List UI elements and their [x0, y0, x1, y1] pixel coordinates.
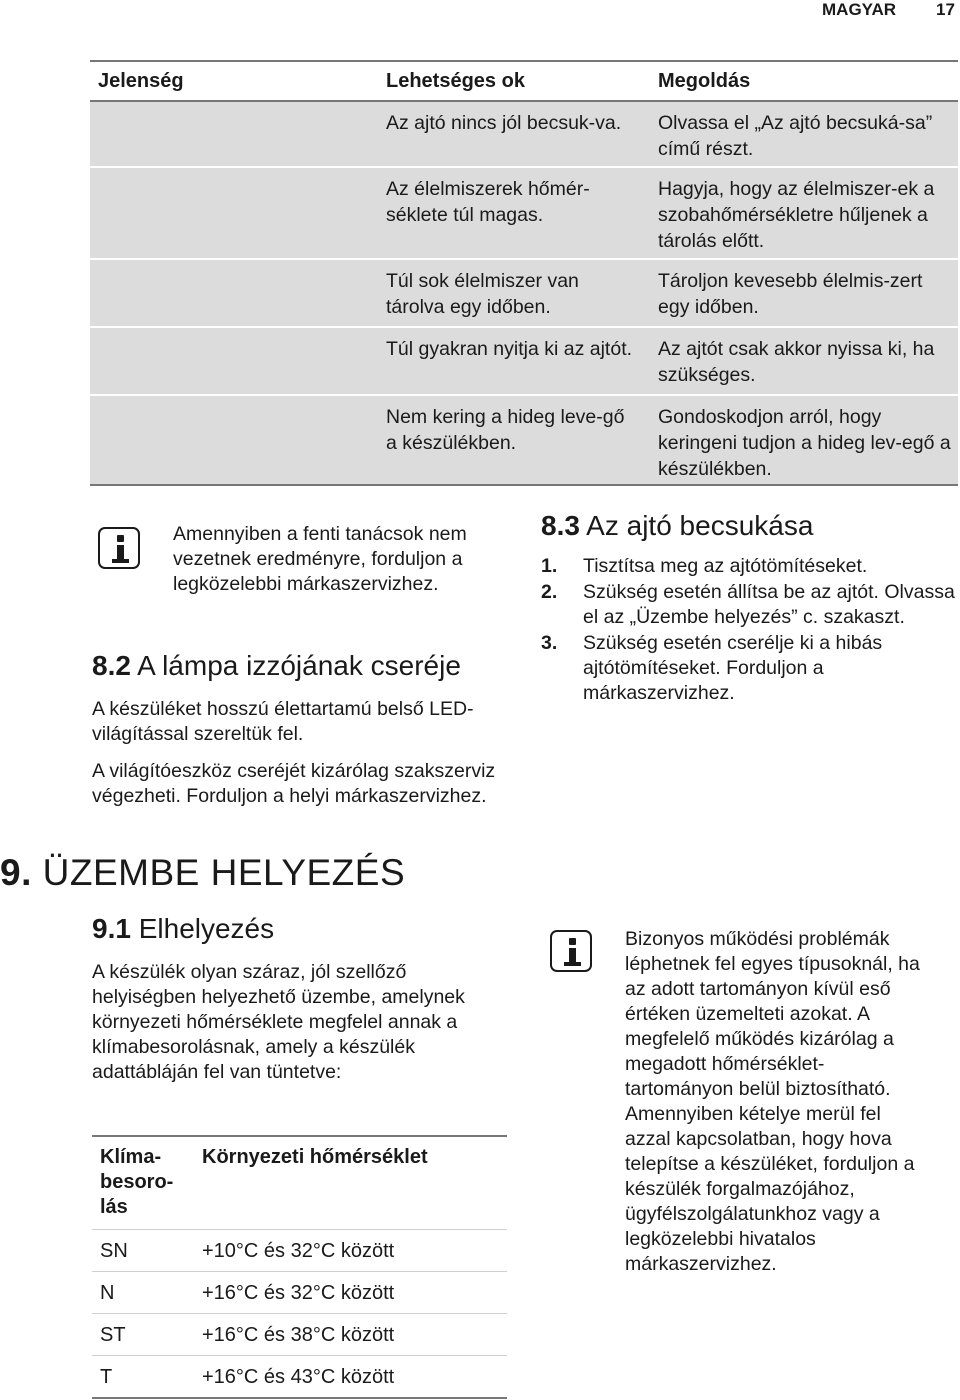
- table-row: [92, 1272, 507, 1314]
- list-item: [541, 554, 956, 579]
- step-number: 2.: [541, 581, 558, 603]
- table-row: [92, 1356, 507, 1399]
- step-number: 3.: [541, 632, 558, 654]
- climate-class-cell: T: [100, 1366, 113, 1388]
- chapter-number: 9.: [0, 852, 32, 893]
- column-header-class: Klíma-besoro-lás: [100, 1146, 174, 1218]
- section-number: 8.3: [541, 510, 580, 541]
- solution-cell: Hagyja, hogy az élelmiszer-ek a szobahőmérsékletre hűljenek a tárolás előtt.: [658, 178, 935, 252]
- solution-cell: Az ajtót csak akkor nyissa ki, ha szükséges.: [658, 338, 935, 386]
- cause-cell: Az élelmiszerek hőmér-séklete túl magas.: [386, 178, 590, 226]
- paragraph: A világítóeszköz cseréjét kizárólag szakszerviz végezheti. Forduljon a helyi márkaszervizhez.: [92, 760, 496, 807]
- chapter-title: ÜZEMBE HELYEZÉS: [42, 852, 406, 893]
- table-row: [90, 328, 958, 396]
- column-header-cause: Lehetséges ok: [386, 70, 525, 92]
- table-row: [92, 1314, 507, 1356]
- climate-class-cell: SN: [100, 1240, 128, 1262]
- page-number: 17: [936, 0, 955, 19]
- info-icon: [98, 527, 140, 569]
- step-text: Szükség esetén állítsa be az ajtót. Olvassa el az „Üzembe helyezés” c. szakaszt.: [583, 581, 955, 628]
- temperature-range-cell: +16°C és 38°C között: [202, 1324, 395, 1346]
- steps-list: [541, 554, 956, 707]
- paragraph: A készüléket hosszú élettartamú belső LED-világítással szereltük fel.: [92, 698, 474, 745]
- solution-cell: Tároljon kevesebb élelmis-zert egy időben.: [658, 270, 923, 318]
- section-title: Az ajtó becsukása: [586, 510, 814, 541]
- info-note: Amennyiben a fenti tanácsok nem vezetnek eredményre, forduljon a legközelebbi márkaszervizhez.: [173, 523, 467, 595]
- section-title: Elhelyezés: [138, 913, 275, 944]
- info-note: Bizonyos működési problémák léphetnek fel egyes típusoknál, ha az adott tartományon kívül eső értéken üzemelteti azokat. A megfelelő működés kizárólag a megadott hőmérséklet-tartományon belül biztosítható. Amennyiben kételye merül fel azzal kapcsolatban, hogy hova telepítse a készüléket, forduljon a készülék forgalmazójához, ügyfélszolgálatunkhoz vagy a legközelebbi hivatalos márkaszervizhez.: [625, 928, 920, 1275]
- paragraph: A készülék olyan száraz, jól szellőző helyiségben helyezhető üzembe, amelynek környezeti hőmérséklete megfelel annak a klímabesorolásnak, amely a készülék adattábláján fel van tüntetve:: [92, 961, 465, 1083]
- section-heading-8-3: [541, 510, 813, 542]
- temperature-range-cell: +16°C és 32°C között: [202, 1282, 395, 1304]
- list-item: [541, 631, 956, 706]
- solution-cell: Olvassa el „Az ajtó becsuká-sa” című részt.: [658, 112, 933, 160]
- temperature-range-cell: +16°C és 43°C között: [202, 1366, 395, 1388]
- table-row: [90, 168, 958, 260]
- table-row: [90, 260, 958, 328]
- table-row: [92, 1230, 507, 1272]
- chapter-heading-9: [0, 852, 405, 894]
- table-header: [92, 1137, 507, 1230]
- cause-cell: Túl gyakran nyitja ki az ajtót.: [386, 338, 633, 360]
- temperature-range-cell: +10°C és 32°C között: [202, 1240, 395, 1262]
- list-item: [541, 580, 956, 630]
- section-heading-8-2: [92, 650, 461, 682]
- section-number: 9.1: [92, 913, 131, 944]
- table-header: [90, 60, 958, 102]
- column-header-symptom: Jelenség: [98, 70, 184, 92]
- table-row: [90, 102, 958, 168]
- page-language: MAGYAR: [822, 0, 896, 19]
- section-heading-9-1: [92, 913, 274, 945]
- step-text: Szükség esetén cserélje ki a hibás ajtótömítéseket. Forduljon a márkaszervizhez.: [583, 632, 883, 704]
- cause-cell: Túl sok élelmiszer van tárolva egy időben.: [386, 270, 579, 318]
- info-icon: [550, 930, 592, 972]
- troubleshooting-table: [90, 60, 958, 486]
- cause-cell: Nem kering a hideg leve-gő a készülékben.: [386, 406, 625, 454]
- column-header-temperature: Környezeti hőmérséklet: [202, 1146, 428, 1168]
- climate-class-cell: N: [100, 1282, 115, 1304]
- climate-class-cell: ST: [100, 1324, 126, 1346]
- section-title: A lámpa izzójának cseréje: [137, 650, 461, 681]
- cause-cell: Az ajtó nincs jól becsuk-va.: [386, 112, 622, 134]
- table-row: [90, 396, 958, 486]
- section-number: 8.2: [92, 650, 131, 681]
- step-number: 1.: [541, 555, 558, 577]
- step-text: Tisztítsa meg az ajtótömítéseket.: [583, 555, 868, 577]
- climate-class-table: [92, 1135, 507, 1399]
- column-header-solution: Megoldás: [658, 70, 751, 92]
- solution-cell: Gondoskodjon arról, hogy keringeni tudjon a hideg lev-egő a készülékben.: [658, 406, 951, 480]
